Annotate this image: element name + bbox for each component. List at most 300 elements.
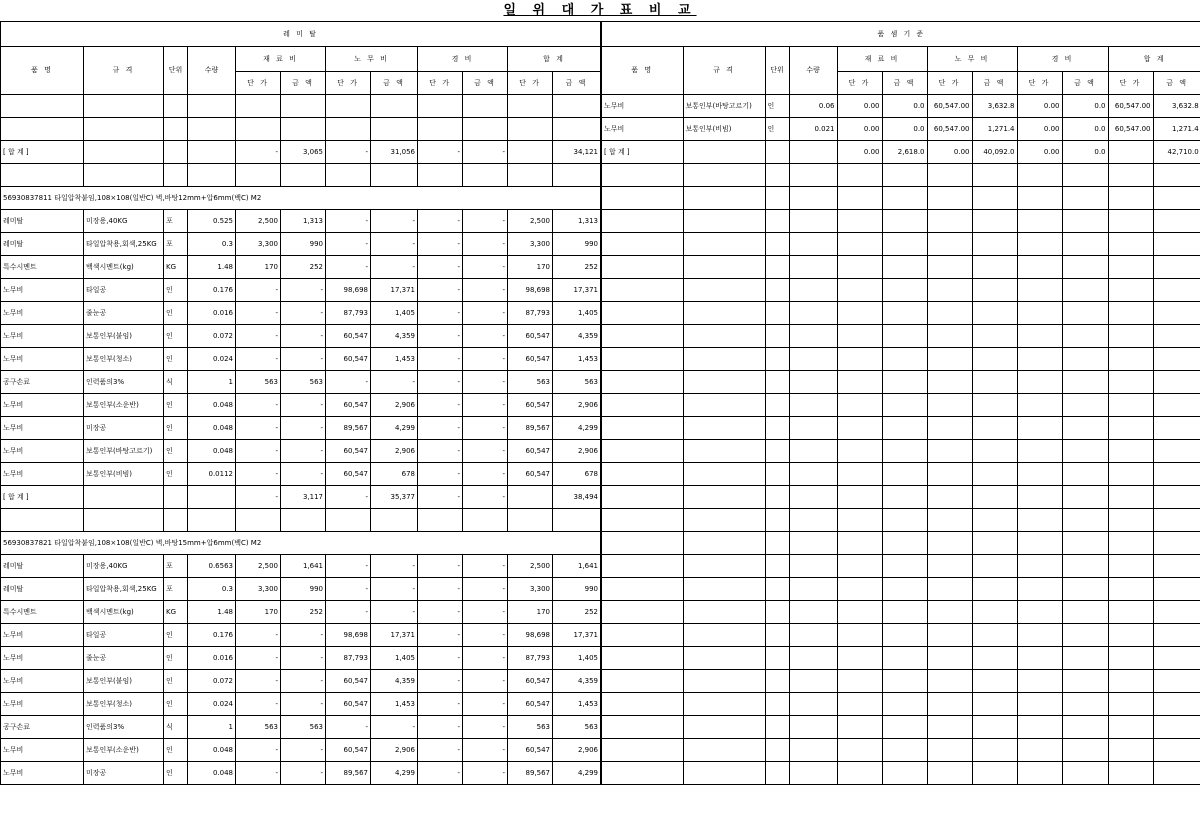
cell-qty [789,624,837,647]
cell-total-unit-price: 87,793 [508,647,553,670]
cell-total-unit-price [1108,394,1153,417]
cell-material-unit-price: - [236,693,281,716]
cell-expense-amount [463,118,508,141]
cell-spec [683,233,765,256]
cell-labor-amount: 4,299 [371,417,418,440]
cell-labor-unit-price [927,532,972,555]
cell-total-unit-price [508,141,553,164]
empty-row [601,739,1200,762]
header-labor: 노 무 비 [326,47,418,72]
cell-spec [683,693,765,716]
cell-item [601,463,683,486]
cell-material-unit-price [837,164,882,187]
cell-labor-amount [972,233,1017,256]
cell-unit [765,555,789,578]
header-labor: 노 무 비 [927,47,1017,72]
cell-expense-unit-price [1017,716,1062,739]
cell-material-unit-price: - [236,348,281,371]
cell-item: 노무비 [1,647,84,670]
cell-material-unit-price: - [236,440,281,463]
cell-expense-amount [1062,670,1108,693]
cell-total-unit-price [1108,256,1153,279]
cell-labor-amount [972,164,1017,187]
cell-qty [789,256,837,279]
cell-labor-amount [972,210,1017,233]
cell-qty [789,164,837,187]
cell-total-amount [1153,555,1200,578]
cell-labor-unit-price [927,164,972,187]
cell-material-amount: 563 [281,716,326,739]
cell-labor-amount: 1,405 [371,302,418,325]
cell-unit [765,348,789,371]
cell-material-unit-price: - [236,670,281,693]
cell-unit: 식 [164,716,188,739]
cell-expense-unit-price: - [418,624,463,647]
cell-total-amount [1153,302,1200,325]
cell-labor-amount: 3,632.8 [972,95,1017,118]
cell-material-amount [882,716,927,739]
cell-labor-unit-price [927,762,972,785]
cell-item [601,210,683,233]
header-unit: 단위 [164,47,188,95]
cell-spec: 백색시멘트(kg) [84,256,164,279]
empty-row [601,325,1200,348]
cell-qty: 0.072 [188,325,236,348]
cell-expense-amount [1062,348,1108,371]
table-row [1,739,601,762]
cell-expense-unit-price [418,509,463,532]
cell-material-unit-price: - [236,279,281,302]
cell-expense-amount [1062,325,1108,348]
cell-labor-unit-price: - [326,601,371,624]
cell-expense-unit-price [1017,463,1062,486]
cell-labor-unit-price: - [326,371,371,394]
cell-total-amount [553,118,601,141]
cell-material-unit-price [236,164,281,187]
right-section-title: 품 셈 기 준 [601,22,1200,47]
header-unit: 단위 [765,47,789,95]
cell-unit [765,624,789,647]
cell-expense-unit-price: - [418,693,463,716]
cell-expense-unit-price [1017,670,1062,693]
cell-total-unit-price: 563 [508,371,553,394]
cell-item: 공구손료 [1,371,84,394]
cell-labor-amount [972,440,1017,463]
cell-total-amount: 17,371 [553,624,601,647]
cell-material-amount: - [281,279,326,302]
cell-total-unit-price: 170 [508,256,553,279]
table-row [1,371,601,394]
cell-item [601,555,683,578]
cell-material-unit-price [837,509,882,532]
cell-total-amount [1153,578,1200,601]
cell-unit [765,210,789,233]
cell-expense-amount [463,509,508,532]
cell-expense-amount [1062,509,1108,532]
cell-item [601,348,683,371]
cell-unit: KG [164,601,188,624]
cell-unit [765,440,789,463]
cell-expense-amount: - [463,394,508,417]
cell-material-amount [882,624,927,647]
cell-spec [683,486,765,509]
cell-expense-unit-price [1017,601,1062,624]
cell-total-amount: 38,494 [553,486,601,509]
cell-item: 노무비 [1,440,84,463]
cell-expense-unit-price: - [418,394,463,417]
cell-total-amount: 252 [553,256,601,279]
header-unit-price: 단 가 [326,72,371,95]
cell-total-amount: 1,313 [553,210,601,233]
cell-expense-unit-price: - [418,739,463,762]
cell-qty [789,440,837,463]
cell-material-amount [281,118,326,141]
cell-unit [765,670,789,693]
empty-row [601,210,1200,233]
cell-labor-amount [371,509,418,532]
cell-unit [765,716,789,739]
cell-labor-amount [972,693,1017,716]
cell-labor-unit-price [927,555,972,578]
spec-description: 56930837811 타일압착붙임,108×108(일반C) 벽,바탕12mm+압6mm(백C) M2 [1,187,601,210]
cell-item [601,371,683,394]
cell-total-amount: 4,359 [553,670,601,693]
cell-labor-amount: - [371,601,418,624]
cell-labor-amount [972,716,1017,739]
cell-material-amount [882,555,927,578]
cell-unit [765,578,789,601]
cell-material-unit-price [837,716,882,739]
header-unit-price: 단 가 [418,72,463,95]
cell-material-amount: - [281,762,326,785]
cell-expense-unit-price: - [418,417,463,440]
empty-row [1,95,601,118]
empty-row [601,624,1200,647]
cell-material-unit-price [837,532,882,555]
cell-expense-unit-price: - [418,371,463,394]
cell-unit: 인 [164,647,188,670]
cell-spec: 미장공 [84,762,164,785]
empty-row [1,509,601,532]
cell-labor-unit-price [927,601,972,624]
cell-material-amount: - [281,417,326,440]
cell-labor-amount: 2,906 [371,394,418,417]
cell-unit [765,693,789,716]
cell-unit: 인 [164,624,188,647]
cell-spec: 미장용,40KG [84,555,164,578]
cell-material-amount [882,325,927,348]
cell-expense-amount [1062,532,1108,555]
table-row [1,601,601,624]
cell-expense-unit-price: - [418,486,463,509]
cell-total-unit-price [1108,647,1153,670]
cell-material-amount [882,463,927,486]
right-table-standard [600,21,1200,785]
cell-labor-unit-price [927,716,972,739]
table-row [1,233,601,256]
header-total: 합 계 [1108,47,1200,72]
cell-qty [789,302,837,325]
empty-row [601,279,1200,302]
cell-labor-amount: 1,271.4 [972,118,1017,141]
cell-labor-amount: 2,906 [371,440,418,463]
cell-expense-amount [1062,624,1108,647]
cell-item: 레미탈 [1,578,84,601]
cell-item: 특수시멘트 [1,256,84,279]
cell-total-unit-price [1108,762,1153,785]
cell-material-unit-price [837,210,882,233]
cell-material-unit-price: 563 [236,716,281,739]
header-unit-price: 단 가 [1108,72,1153,95]
cell-labor-amount: - [371,555,418,578]
table-row [1,486,601,509]
cell-item [1,509,84,532]
cell-item [601,624,683,647]
spec-header-row [1,187,601,210]
cell-expense-amount: - [463,256,508,279]
cell-spec [84,95,164,118]
cell-labor-amount: 40,092.0 [972,141,1017,164]
cell-material-unit-price: - [236,141,281,164]
cell-spec [683,670,765,693]
cell-total-unit-price: 60,547 [508,693,553,716]
header-spec: 규 격 [683,47,765,95]
cell-total-unit-price [1108,417,1153,440]
cell-unit: KG [164,256,188,279]
cell-total-amount [553,164,601,187]
cell-qty [789,325,837,348]
cell-material-unit-price [837,302,882,325]
cell-spec [84,141,164,164]
cell-total-unit-price: 60,547 [508,348,553,371]
cell-total-unit-price: 60,547 [508,440,553,463]
cell-unit: 포 [164,210,188,233]
cell-total-amount [1153,532,1200,555]
cell-item [601,164,683,187]
empty-row [601,417,1200,440]
cell-material-amount [882,762,927,785]
cell-unit [765,463,789,486]
cell-material-amount [281,95,326,118]
cell-expense-amount [1062,233,1108,256]
cell-labor-amount [972,348,1017,371]
cell-total-amount: 1,405 [553,647,601,670]
cell-labor-unit-price [927,647,972,670]
cell-labor-amount: 17,371 [371,624,418,647]
cell-material-unit-price [837,693,882,716]
cell-total-amount: 3,632.8 [1153,95,1200,118]
cell-total-amount: 563 [553,371,601,394]
empty-row [1,164,601,187]
cell-expense-unit-price [1017,279,1062,302]
cell-total-unit-price [1108,555,1153,578]
cell-spec: 보통인부(소운반) [84,739,164,762]
cell-qty [789,670,837,693]
cell-total-amount: 4,299 [553,762,601,785]
table-row [1,440,601,463]
cell-expense-amount [1062,693,1108,716]
empty-row [601,509,1200,532]
cell-total-amount: 563 [553,716,601,739]
cell-unit [765,762,789,785]
table-row [1,256,601,279]
cell-expense-amount [1062,417,1108,440]
cell-expense-amount: - [463,601,508,624]
cell-expense-unit-price [418,95,463,118]
table-row [1,302,601,325]
cell-spec [683,210,765,233]
cell-expense-amount: 0.0 [1062,141,1108,164]
cell-item [601,417,683,440]
cell-item: 노무비 [1,394,84,417]
cell-spec [683,394,765,417]
cell-total-amount: 1,453 [553,348,601,371]
cell-labor-unit-price: 60,547 [326,440,371,463]
cell-total-unit-price [1108,463,1153,486]
cell-material-unit-price: 3,300 [236,578,281,601]
cell-total-amount: 4,299 [553,417,601,440]
cell-material-unit-price [837,417,882,440]
cell-qty: 0.0112 [188,463,236,486]
empty-row [601,440,1200,463]
cell-item: 노무비 [1,348,84,371]
cell-labor-unit-price: 89,567 [326,762,371,785]
cell-material-amount: - [281,440,326,463]
cell-material-unit-price [837,670,882,693]
cell-total-unit-price: 87,793 [508,302,553,325]
cell-item: 노무비 [601,118,683,141]
cell-expense-unit-price [1017,187,1062,210]
cell-item: 노무비 [1,624,84,647]
cell-labor-unit-price: 87,793 [326,647,371,670]
cell-material-unit-price: - [236,647,281,670]
cell-expense-unit-price [1017,693,1062,716]
cell-unit [164,509,188,532]
cell-qty [789,532,837,555]
cell-unit [765,739,789,762]
cell-labor-amount [972,624,1017,647]
cell-spec [683,716,765,739]
cell-total-unit-price: 60,547 [508,325,553,348]
cell-qty: 1.48 [188,601,236,624]
cell-material-amount [882,532,927,555]
cell-labor-amount [972,670,1017,693]
cell-total-amount: 1,405 [553,302,601,325]
cell-total-unit-price [508,118,553,141]
cell-labor-amount [972,302,1017,325]
cell-item [601,647,683,670]
cell-material-unit-price [837,762,882,785]
cell-labor-unit-price: 60,547 [326,739,371,762]
table-row [1,279,601,302]
empty-row [601,601,1200,624]
cell-unit: 인 [164,348,188,371]
cell-unit [765,394,789,417]
cell-qty [789,394,837,417]
table-row [601,118,1200,141]
cell-material-amount [882,647,927,670]
cell-total-amount: 990 [553,578,601,601]
cell-expense-unit-price: - [418,716,463,739]
cell-expense-unit-price [1017,417,1062,440]
cell-material-unit-price: - [236,739,281,762]
cell-material-unit-price [837,348,882,371]
cell-material-amount: 990 [281,578,326,601]
cell-material-amount [882,417,927,440]
cell-expense-unit-price: - [418,325,463,348]
cell-labor-unit-price: 98,698 [326,279,371,302]
cell-material-amount: 1,641 [281,555,326,578]
cell-labor-amount: 2,906 [371,739,418,762]
cell-qty [789,348,837,371]
table-row [1,394,601,417]
cell-expense-amount: - [463,233,508,256]
cell-material-amount: - [281,693,326,716]
cell-total-amount [1153,417,1200,440]
header-unit-price: 단 가 [1017,72,1062,95]
cell-material-unit-price [837,486,882,509]
cell-material-amount [281,509,326,532]
cell-material-amount [882,348,927,371]
cell-unit: 인 [164,762,188,785]
cell-unit: 인 [765,95,789,118]
cell-item [601,762,683,785]
cell-spec [683,187,765,210]
cell-unit [765,302,789,325]
header-amount: 금 액 [1153,72,1200,95]
header-material: 재 료 비 [236,47,326,72]
cell-expense-unit-price [1017,509,1062,532]
cell-expense-amount [463,164,508,187]
cell-labor-amount: 31,056 [371,141,418,164]
cell-total-amount [1153,256,1200,279]
cell-expense-amount: - [463,670,508,693]
cell-qty [789,279,837,302]
cell-labor-unit-price [927,440,972,463]
cell-spec [683,578,765,601]
left-section-title: 레 미 탈 [1,22,601,47]
cell-qty: 0.06 [789,95,837,118]
cell-item [601,440,683,463]
cell-unit: 인 [164,325,188,348]
cell-labor-amount [972,187,1017,210]
header-amount: 금 액 [371,72,418,95]
cell-total-unit-price: 3,300 [508,578,553,601]
cell-spec [84,486,164,509]
cell-expense-amount: - [463,578,508,601]
cell-labor-amount: - [371,233,418,256]
cell-labor-unit-price: - [326,555,371,578]
cell-spec [683,532,765,555]
cell-material-amount [882,693,927,716]
cell-item [601,256,683,279]
cell-expense-amount [1062,187,1108,210]
cell-expense-amount [1062,164,1108,187]
cell-material-amount [882,256,927,279]
cell-labor-unit-price [927,670,972,693]
empty-row [601,693,1200,716]
cell-item: 노무비 [1,325,84,348]
cell-labor-unit-price: - [326,716,371,739]
cell-item: 레미탈 [1,210,84,233]
cell-material-amount [882,578,927,601]
cell-material-amount [281,164,326,187]
cell-qty [789,371,837,394]
cell-labor-unit-price [927,486,972,509]
cell-labor-amount: 1,453 [371,348,418,371]
spec-description: 56930837821 타일압착붙임,108×108(일반C) 벽,바탕15mm+압6mm(백C) M2 [1,532,601,555]
cell-expense-unit-price: - [418,440,463,463]
